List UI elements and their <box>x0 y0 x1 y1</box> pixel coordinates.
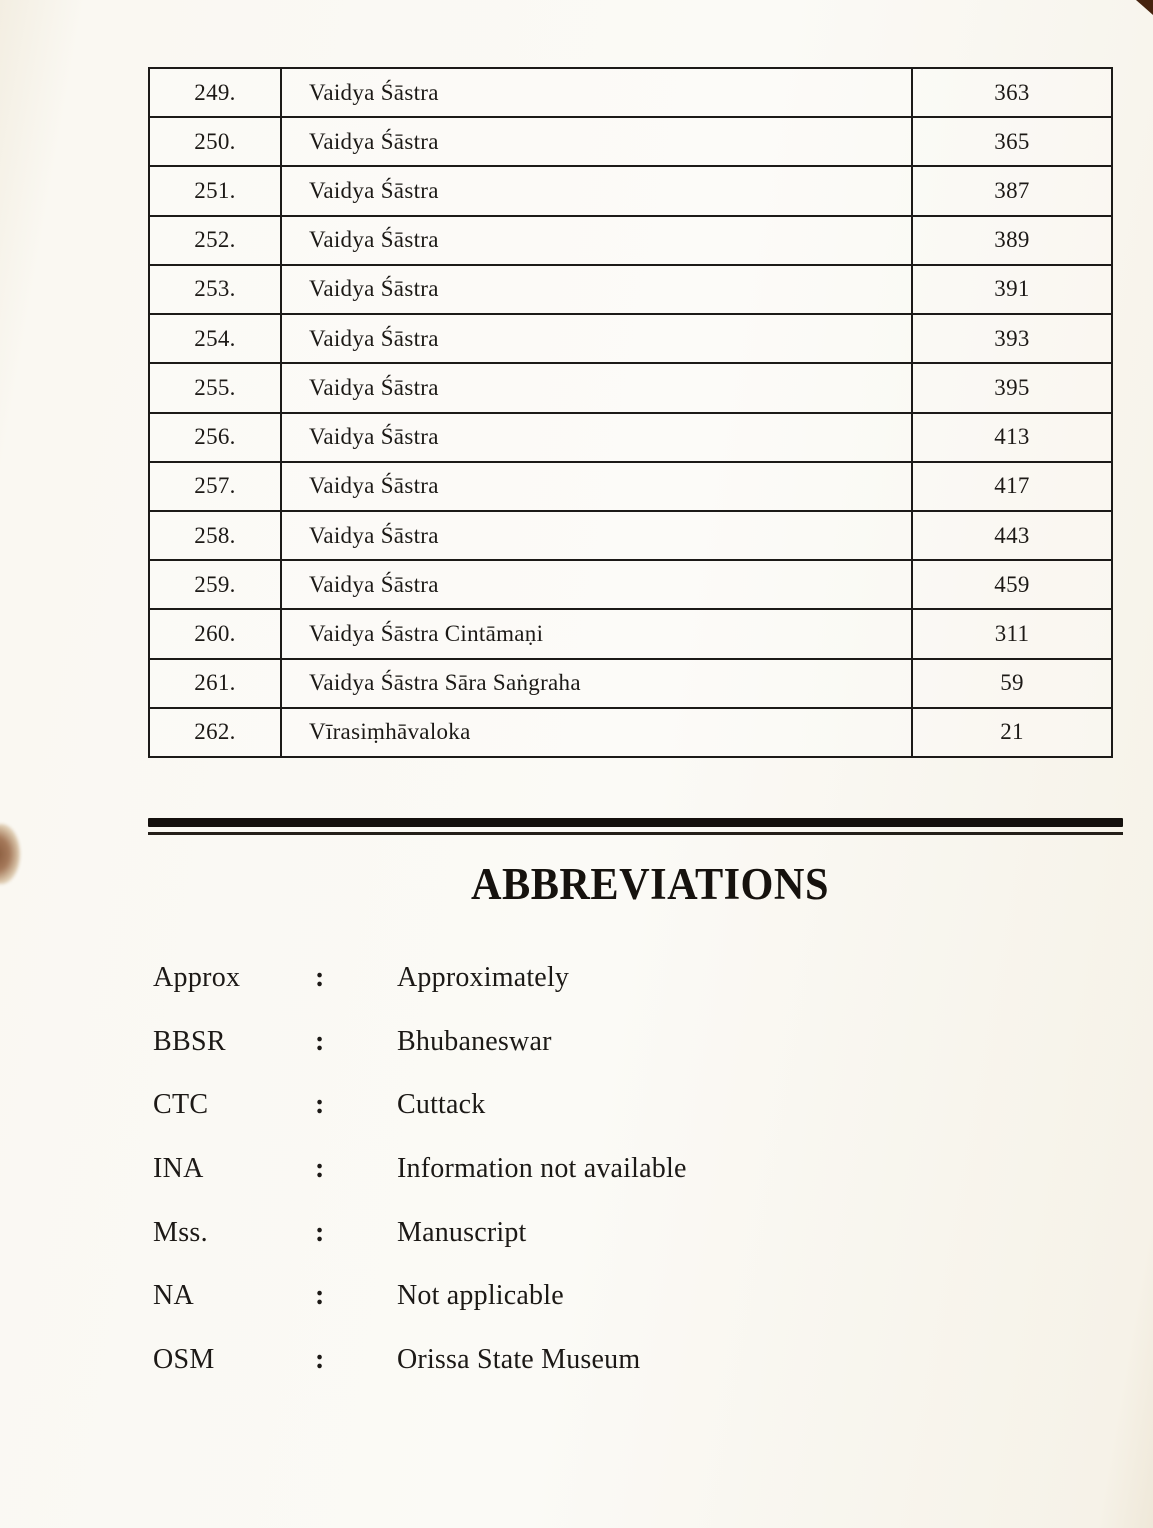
abbreviation-row <box>153 946 953 1010</box>
table-row <box>150 69 1111 118</box>
manuscript-title: Vaidya Śāstra <box>282 266 913 313</box>
manuscript-title: Vaidya Śāstra <box>282 167 913 214</box>
abbreviation-row <box>153 1201 953 1265</box>
serial-number: 262. <box>150 709 282 756</box>
abbreviation-row <box>153 1328 953 1392</box>
serial-number: 249. <box>150 69 282 116</box>
abbreviation-meaning: Approximately <box>397 961 570 993</box>
manuscript-title: Vaidya Śāstra <box>282 414 913 461</box>
table-row <box>150 266 1111 315</box>
abbreviation-separator: : <box>315 1089 325 1121</box>
abbreviation-separator: : <box>315 961 325 993</box>
divider-thick-line <box>148 818 1123 827</box>
page-number: 387 <box>994 178 1030 204</box>
abbreviation-key: Approx <box>153 961 241 993</box>
abbreviation-key: INA <box>153 1152 204 1184</box>
abbreviation-row <box>153 1073 953 1137</box>
table-row <box>150 610 1111 659</box>
abbreviation-meaning: Not applicable <box>397 1280 564 1312</box>
serial-number: 250. <box>150 118 282 165</box>
abbreviation-separator: : <box>315 1343 325 1375</box>
page-number: 417 <box>994 473 1030 499</box>
binding-hole-artifact <box>0 824 20 884</box>
table-row <box>150 561 1111 610</box>
manuscript-index-table <box>148 67 1113 758</box>
abbreviation-meaning: Manuscript <box>397 1216 527 1248</box>
serial-number: 255. <box>150 364 282 411</box>
section-divider <box>148 818 1123 835</box>
abbreviation-separator: : <box>315 1025 325 1057</box>
page-number: 363 <box>994 79 1030 105</box>
table-row <box>150 118 1111 167</box>
page-number: 365 <box>994 128 1030 154</box>
abbreviation-meaning: Cuttack <box>397 1089 486 1121</box>
manuscript-title: Vaidya Śāstra Cintāmaṇi <box>282 610 913 657</box>
table-row <box>150 167 1111 216</box>
abbreviation-key: NA <box>153 1280 195 1312</box>
abbreviation-key: Mss. <box>153 1216 208 1248</box>
table-row <box>150 364 1111 413</box>
page-number: 59 <box>1000 670 1024 696</box>
abbreviation-meaning: Information not available <box>397 1152 687 1184</box>
abbreviation-row <box>153 1264 953 1328</box>
abbreviation-key: OSM <box>153 1343 215 1375</box>
abbreviation-separator: : <box>315 1216 325 1248</box>
abbreviation-separator: : <box>315 1280 325 1312</box>
table-row <box>150 512 1111 561</box>
page-number: 443 <box>994 522 1030 548</box>
table-row <box>150 414 1111 463</box>
table-row <box>150 315 1111 364</box>
abbreviations-heading: ABBREVIATIONS <box>471 859 829 909</box>
page-number: 395 <box>994 374 1030 400</box>
abbreviation-separator: : <box>315 1152 325 1184</box>
manuscript-title: Vaidya Śāstra <box>282 69 913 116</box>
page-number: 21 <box>1000 719 1024 745</box>
serial-number: 260. <box>150 610 282 657</box>
manuscript-title: Vaidya Śāstra <box>282 315 913 362</box>
page-number: 311 <box>994 621 1030 647</box>
serial-number: 251. <box>150 167 282 214</box>
manuscript-title: Vaidya Śāstra <box>282 217 913 264</box>
table-row <box>150 660 1111 709</box>
manuscript-title: Vaidya Śāstra <box>282 364 913 411</box>
page-number: 459 <box>994 571 1030 597</box>
abbreviation-meaning: Orissa State Museum <box>397 1343 641 1375</box>
page-number: 393 <box>994 325 1030 351</box>
abbreviation-key: CTC <box>153 1089 209 1121</box>
abbreviations-list <box>153 946 953 1392</box>
serial-number: 257. <box>150 463 282 510</box>
abbreviation-key: BBSR <box>153 1025 226 1057</box>
page-corner-fold-artifact <box>1136 0 1153 15</box>
manuscript-title: Vīrasiṃhāvaloka <box>282 709 913 756</box>
manuscript-title: Vaidya Śāstra <box>282 512 913 559</box>
abbreviation-row <box>153 1010 953 1074</box>
abbreviation-meaning: Bhubaneswar <box>397 1025 552 1057</box>
serial-number: 258. <box>150 512 282 559</box>
serial-number: 254. <box>150 315 282 362</box>
manuscript-title: Vaidya Śāstra <box>282 118 913 165</box>
table-row <box>150 463 1111 512</box>
serial-number: 256. <box>150 414 282 461</box>
serial-number: 252. <box>150 217 282 264</box>
divider-thin-line <box>148 832 1123 835</box>
page-number: 413 <box>994 424 1030 450</box>
table-row <box>150 709 1111 756</box>
manuscript-title: Vaidya Śāstra <box>282 561 913 608</box>
serial-number: 259. <box>150 561 282 608</box>
manuscript-title: Vaidya Śāstra Sāra Saṅgraha <box>282 660 913 707</box>
page-number: 391 <box>994 276 1030 302</box>
serial-number: 261. <box>150 660 282 707</box>
abbreviation-row <box>153 1137 953 1201</box>
manuscript-title: Vaidya Śāstra <box>282 463 913 510</box>
page-number: 389 <box>994 227 1030 253</box>
serial-number: 253. <box>150 266 282 313</box>
table-row <box>150 217 1111 266</box>
